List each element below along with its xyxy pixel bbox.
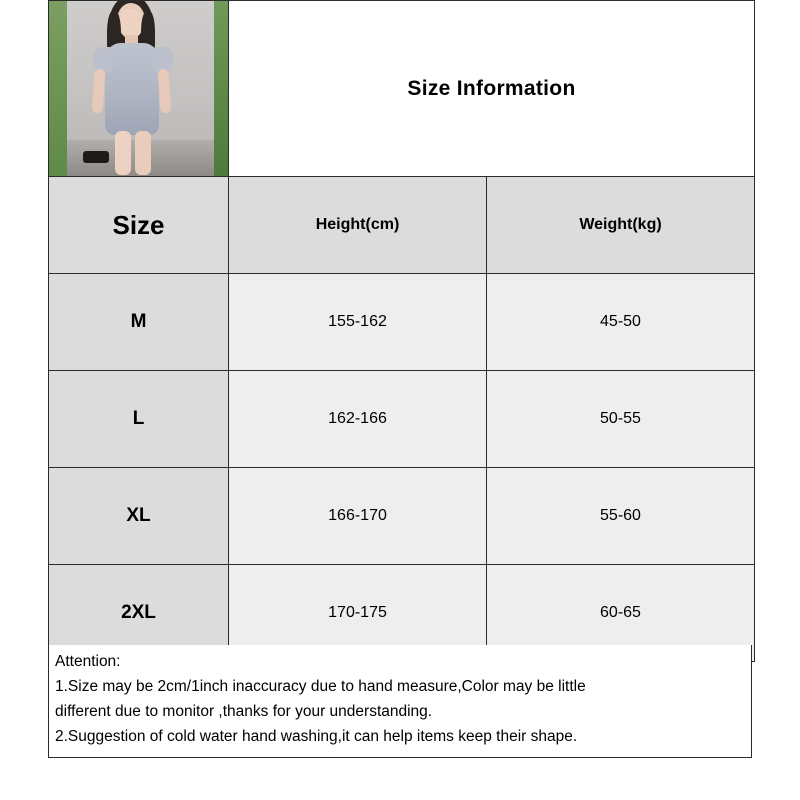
chart-title-cell [229, 1, 755, 177]
model-leg-right [135, 131, 151, 175]
table-header-photo-row [49, 1, 755, 177]
header-weight: Weight(kg) [487, 177, 755, 274]
attention-line-1: 1.Size may be 2cm/1inch inaccuracy due to hand measure,Color may be little [55, 678, 586, 695]
photo-right-green-band [214, 1, 228, 176]
cell-size-xl: XL [49, 468, 229, 565]
model-dress [105, 43, 159, 135]
attention-heading: Attention: [55, 653, 121, 670]
product-photo-model-in-dress [49, 1, 228, 176]
cell-height-2xl: 170-175 [229, 565, 487, 662]
page-title: Size Information [407, 76, 576, 100]
attention-line-3: 2.Suggestion of cold water hand washing,it can help items keep their shape. [55, 728, 578, 745]
header-height: Height(cm) [229, 177, 487, 274]
cell-height-xl: 166-170 [229, 468, 487, 565]
table-row [49, 468, 755, 565]
cell-weight-2xl: 60-65 [487, 565, 755, 662]
attention-line-2: different due to monitor ,thanks for your understanding. [55, 703, 433, 720]
cell-weight-m: 45-50 [487, 274, 755, 371]
header-size: Size [49, 177, 229, 274]
product-photo-cell [49, 1, 229, 177]
cell-weight-l: 50-55 [487, 371, 755, 468]
cell-size-2xl: 2XL [49, 565, 229, 662]
model-shoe [83, 151, 109, 163]
cell-size-l: L [49, 371, 229, 468]
cell-height-l: 162-166 [229, 371, 487, 468]
cell-height-m: 155-162 [229, 274, 487, 371]
cell-weight-xl: 55-60 [487, 468, 755, 565]
table-row [49, 274, 755, 371]
photo-left-green-band [49, 1, 67, 176]
size-chart-table [48, 0, 755, 662]
cell-size-m: M [49, 274, 229, 371]
table-header-row [49, 177, 755, 274]
attention-box [48, 645, 752, 758]
table-row [49, 371, 755, 468]
model-leg-left [115, 131, 131, 175]
